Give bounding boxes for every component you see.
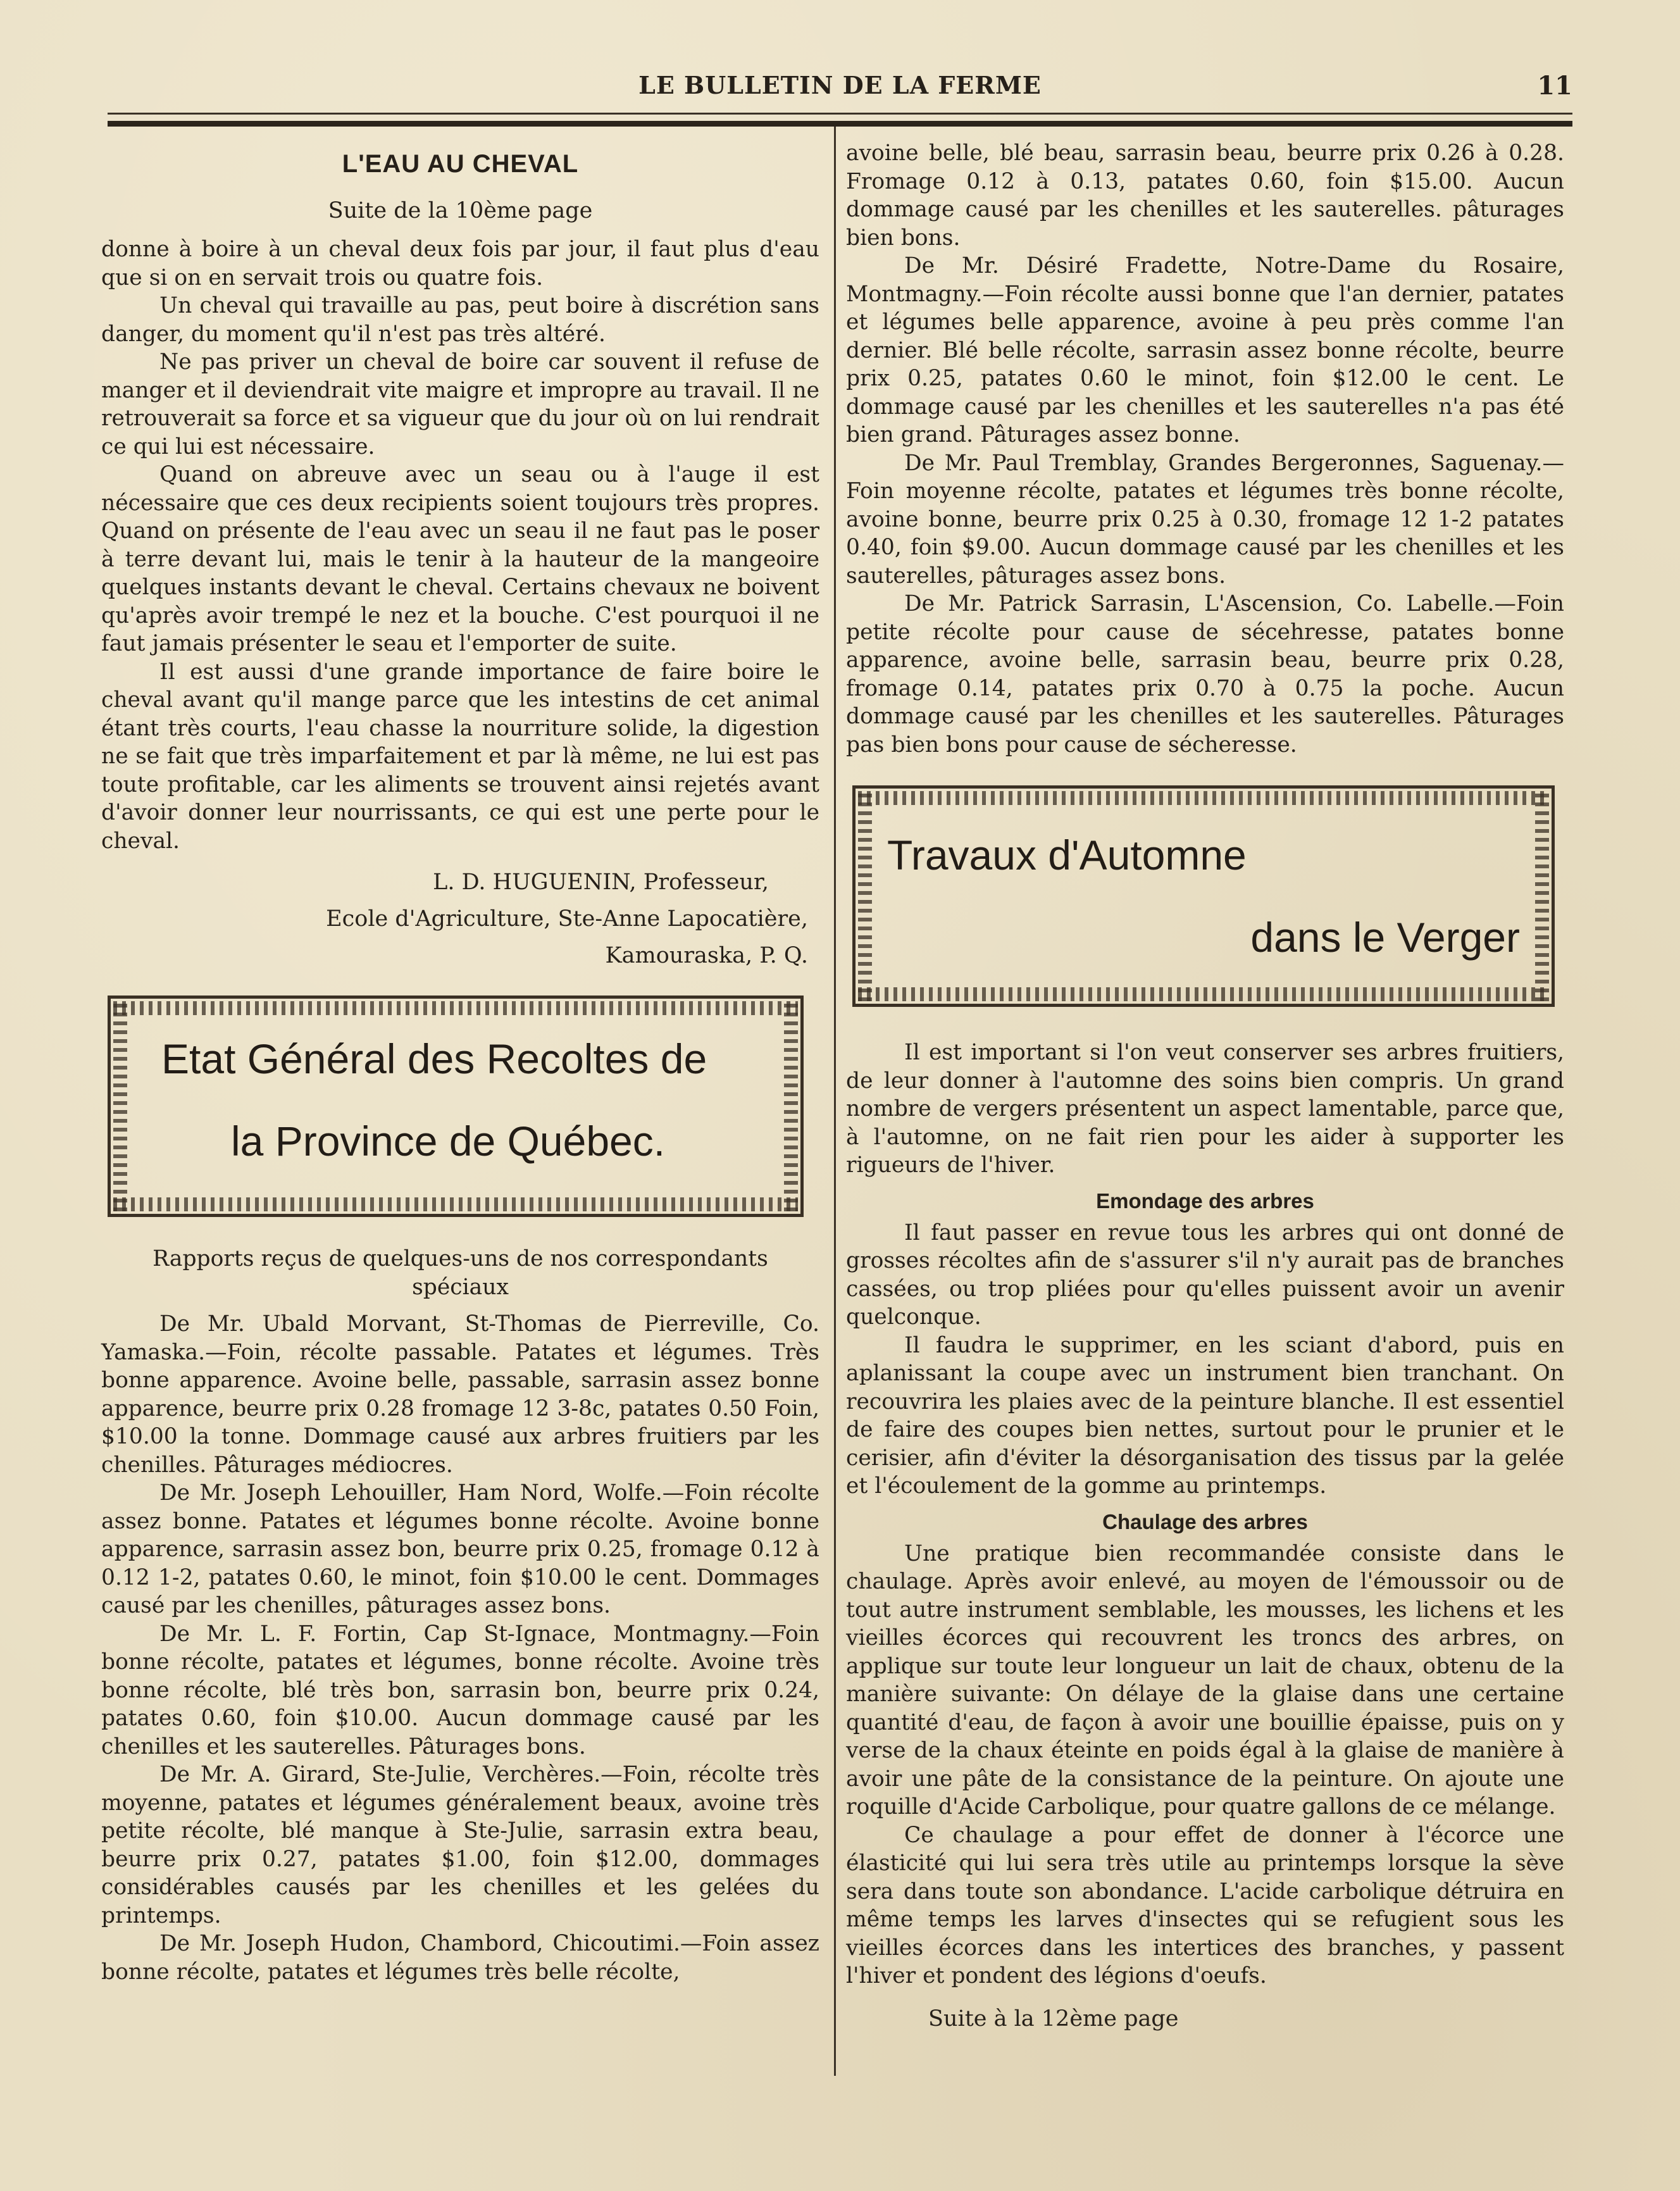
page-header (108, 71, 1572, 109)
headline-box-recoltes (108, 996, 804, 1217)
headline-box-verger (852, 785, 1555, 1007)
article-paragraph: Il faudra le supprimer, en les sciant d'abord, puis en aplanissant la coupe avec un instrument bien tranchant. On recouvrira les plaies avec de la peinture blanche. Il est essentiel de faire des coupes bien nettes, surtout pour le prunier et le cerisier, afin d'éviter la désorganisation des tissus par la gelée et l'écoulement de la gomme au printemps. (846, 1332, 1564, 1499)
report-paragraph: De Mr. Désiré Fradette, Notre-Dame du Rosaire, Montmagny.—Foin récolte aussi bonne que l'an dernier, patates et légumes belle apparence, avoine à peu près comme l'an dernier. Blé belle récolte, sarrasin assez bonne récolte, beurre prix 0.25, patates 0.60 le minot, foin $12.00 le cent. Le dommage causé par les chenilles et les sauterelles n'a pas été bien grand. Pâturages assez bonne. (846, 253, 1564, 447)
box-headline-line: Travaux d'Automne (887, 832, 1247, 878)
article-paragraph: Il est aussi d'une grande importance de faire boire le cheval avant qu'il mange parce que les intestins de cet animal étant très courts, l'eau chasse la nourriture solide, la digestion ne se fait que très imparfaitement et par là même, ne lui est pas toute profitable, car les aliments se trouvent ainsi rejetés avant d'avoir donner leur nourrissants, ce qui est une perte pour le cheval. (101, 659, 819, 854)
box-headline-line: la Province de Québec. (231, 1118, 666, 1164)
report-paragraph: De Mr. A. Girard, Ste-Julie, Verchères.—Foin, récolte très moyenne, patates et légumes généralement beaux, avoine très petite récolte, blé manque à Ste-Julie, sarrasin extra beau, beurre prix 0.27, patates $1.00, foin $12.00, dommages considérables causés par les chenilles et les gelées du printemps. (101, 1762, 819, 1928)
report-paragraph: De Mr. Joseph Lehouiller, Ham Nord, Wolfe.—Foin récolte assez bonne. Patates et légumes bonne récolte. Avoine bonne apparence, sarrasin assez bon, beurre prix 0.25, fromage 0.12 à 0.12 1-2, patates 0.60, le minot, foin $10.00 le cent. Dommages causé par les chenilles, pâturages assez bons. (101, 1480, 819, 1618)
header-rule-thick (108, 121, 1572, 127)
article-paragraph: Un cheval qui travaille au pas, peut boire à discrétion sans danger, du moment qu'il n'est pas très altéré. (101, 293, 819, 347)
article-paragraph: Quand on abreuve avec un seau ou à l'auge il est nécessaire que ces deux recipients soient toujours très propres. Quand on présente de l'eau avec un seau il ne faut pas le poser à terre devant lui, mais le tenir à la hauteur de la mangeoire quelques instants devant le cheval. Certains chevaux ne boivent qu'après avoir trempé le nez et la bouche. C'est pourquoi il ne faut jamais présenter le seau et l'emporter de suite. (101, 462, 819, 656)
right-column (846, 139, 1564, 2038)
continued-to-note: Suite à la 12ème page (928, 2006, 1179, 2032)
continued-from-note: Suite de la 10ème page (328, 198, 593, 223)
box-headline-line: dans le Verger (1250, 914, 1520, 961)
report-intro: Rapports reçus de quelques-uns de nos correspondants spéciaux (152, 1246, 768, 1300)
ornament-border (113, 1197, 798, 1211)
signature-line: Kamouraska, P. Q. (605, 943, 808, 968)
section-title: Emondage des arbres (1096, 1189, 1314, 1213)
report-paragraph: De Mr. Joseph Hudon, Chambord, Chicoutimi.—Foin assez bonne récolte, patates et légumes très belle récolte, (101, 1931, 819, 1985)
ornament-border (113, 1001, 127, 1211)
ornament-border (784, 1001, 798, 1211)
article-paragraph: donne à boire à un cheval deux fois par jour, il faut plus d'eau que si on en servait trois ou quatre fois. (101, 237, 819, 290)
page-number: 11 (1537, 71, 1572, 101)
section-title: Chaulage des arbres (1102, 1509, 1308, 1533)
ornament-border (858, 987, 1549, 1001)
report-paragraph: De Mr. Ubald Morvant, St-Thomas de Pierreville, Co. Yamaska.—Foin, récolte passable. Patates et légumes. Très bonne apparence. Avoine belle, passable, sarrasin assez bonne apparence, beurre prix 0.28 fromage 12 3-8c, patates 0.50 Foin, $10.00 la tonne. Dommage causé aux arbres fruitiers par les chenilles. Pâturages médiocres. (101, 1311, 819, 1478)
box-headline-line: Etat Général des Recoltes de (161, 1035, 707, 1082)
article-title-horse: L'EAU AU CHEVAL (342, 150, 579, 178)
article-paragraph: Ce chaulage a pour effet de donner à l'écorce une élasticité qui lui sera très utile au printemps lorsque la sève sera dans toute son abondance. L'acide carbolique détruira en même temps les larves d'insectes qui se refugient sous les vieilles écorces dans les intertices des branches, y passent l'hiver et pondent des légions d'oeufs. (846, 1822, 1564, 1988)
column-separator (834, 127, 836, 2076)
article-paragraph: Une pratique bien recommandée consiste dans le chaulage. Après avoir enlevé, au moyen de l'émoussoir ou de tout autre instrument semblable, les mousses, les lichens et les vieilles écorces qui recouvrent les troncs des arbres, on applique sur toute leur longueur un lait de chaux, obtenu de la manière suivante: On délaye de la glaise dans une certaine quantité d'eau, de façon à avoir une bouillie épaisse, puis on y verse de la chaux éteinte en poids égal à la glaise de manière à avoir une pâte de la consistance de la peinture. On ajoute une roquille d'Acide Carbolique, pour quatre gallons de ce mélange. (846, 1540, 1564, 1820)
report-paragraph: De Mr. L. F. Fortin, Cap St-Ignace, Montmagny.—Foin bonne récolte, patates et légumes, bonne récolte. Avoine très bonne récolte, blé très bon, sarrasin bon, beurre prix 0.24, patates 0.60, foin $10.00. Aucun dommage causé par les chenilles et les sauterelles. Pâturages bons. (101, 1621, 819, 1759)
signature-line: L. D. HUGUENIN, Professeur, (433, 870, 769, 895)
report-paragraph: avoine belle, blé beau, sarrasin beau, beurre prix 0.26 à 0.28. Fromage 0.12 à 0.13, patates 0.60, foin $15.00. Aucun dommage causé par les chenilles et les sauterelles. pâturages bien bons. (846, 140, 1564, 251)
report-paragraph: De Mr. Patrick Sarrasin, L'Ascension, Co. Labelle.—Foin petite récolte pour cause de sécehresse, patates bonne apparence, avoine belle, sarrasin beau, beurre prix 0.28, fromage 0.14, patates prix 0.70 à 0.75 la poche. Aucun dommage causé par les chenilles et les sauterelles. Pâturages pas bien bons pour cause de sécheresse. (846, 591, 1564, 758)
header-rule-thin (108, 113, 1572, 115)
author-signature (101, 864, 819, 974)
article-paragraph: Ne pas priver un cheval de boire car souvent il refuse de manger et il deviendrait vite maigre et impropre au travail. Il ne retrouverait sa force et sa vigueur que du jour où on lui rendrait ce qui lui est nécessaire. (101, 349, 819, 459)
ornament-border (858, 791, 872, 1001)
report-paragraph: De Mr. Paul Tremblay, Grandes Bergeronnes, Saguenay.—Foin moyenne récolte, patates et légumes très bonne récolte, avoine bonne, beurre prix 0.25 à 0.30, fromage 12 1-2 patates 0.40, foin $9.00. Aucun dommage causé par les chenilles et les sauterelles, pâturages assez bons. (846, 450, 1564, 589)
ornament-border (858, 791, 1549, 805)
signature-line: Ecole d'Agriculture, Ste-Anne Lapocatière, (326, 906, 808, 932)
article-paragraph: Il faut passer en revue tous les arbres qui ont donné de grosses récoltes afin de s'assurer s'il n'y aurait pas de branches cassées, ou trop pliées pour qu'elles puissent avoir un avenir quelconque. (846, 1220, 1564, 1330)
article-paragraph: Il est important si l'on veut conserver ses arbres fruitiers, de leur donner à l'automne des soins bien compris. Un grand nombre de vergers présentent un aspect lamentable, parce que, à l'automne, on ne fait rien pour les aider à supporter les rigueurs de l'hiver. (846, 1040, 1564, 1178)
left-column (101, 139, 819, 1986)
ornament-border (113, 1001, 798, 1015)
running-title: LE BULLETIN DE LA FERME (638, 71, 1042, 99)
ornament-border (1535, 791, 1549, 1001)
